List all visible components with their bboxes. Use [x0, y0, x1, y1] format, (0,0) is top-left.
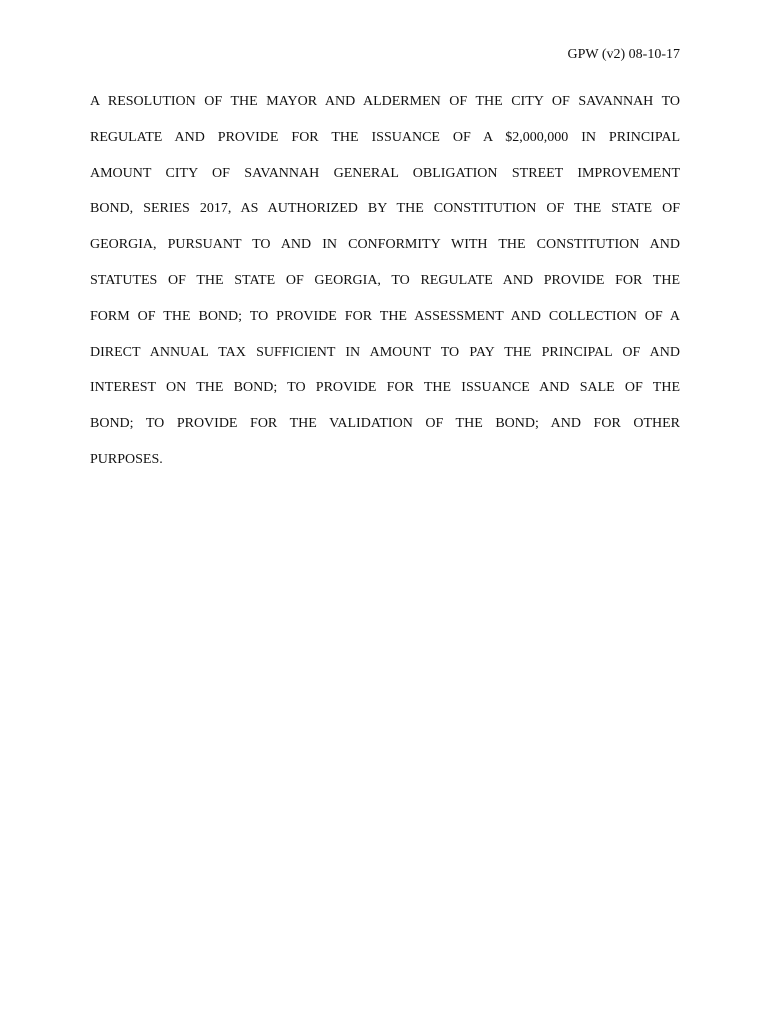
- resolution-line: BOND, SERIES 2017, AS AUTHORIZED BY THE CONSTITUTION OF THE STATE OF: [90, 201, 680, 217]
- resolution-line: GEORGIA, PURSUANT TO AND IN CONFORMITY WITH THE CONSTITUTION AND: [90, 237, 680, 253]
- resolution-line: A RESOLUTION OF THE MAYOR AND ALDERMEN OF THE CITY OF SAVANNAH TO: [90, 94, 680, 109]
- resolution-title-paragraph: [90, 93, 680, 487]
- resolution-line: BOND; TO PROVIDE FOR THE VALIDATION OF THE BOND; AND FOR OTHER: [90, 416, 680, 432]
- resolution-line: REGULATE AND PROVIDE FOR THE ISSUANCE OF A $2,000,000 IN PRINCIPAL: [90, 129, 680, 145]
- resolution-line: DIRECT ANNUAL TAX SUFFICIENT IN AMOUNT TO PAY THE PRINCIPAL OF AND: [90, 344, 680, 360]
- resolution-line: FORM OF THE BOND; TO PROVIDE FOR THE ASSESSMENT AND COLLECTION OF A: [90, 308, 680, 324]
- resolution-line: PURPOSES.: [90, 451, 163, 467]
- resolution-line: AMOUNT CITY OF SAVANNAH GENERAL OBLIGATION STREET IMPROVEMENT: [90, 165, 680, 181]
- resolution-line: INTEREST ON THE BOND; TO PROVIDE FOR THE ISSUANCE AND SALE OF THE: [90, 380, 680, 396]
- resolution-line: STATUTES OF THE STATE OF GEORGIA, TO REGULATE AND PROVIDE FOR THE: [90, 272, 680, 288]
- document-version-code: GPW (v2) 08-10-17: [567, 47, 680, 62]
